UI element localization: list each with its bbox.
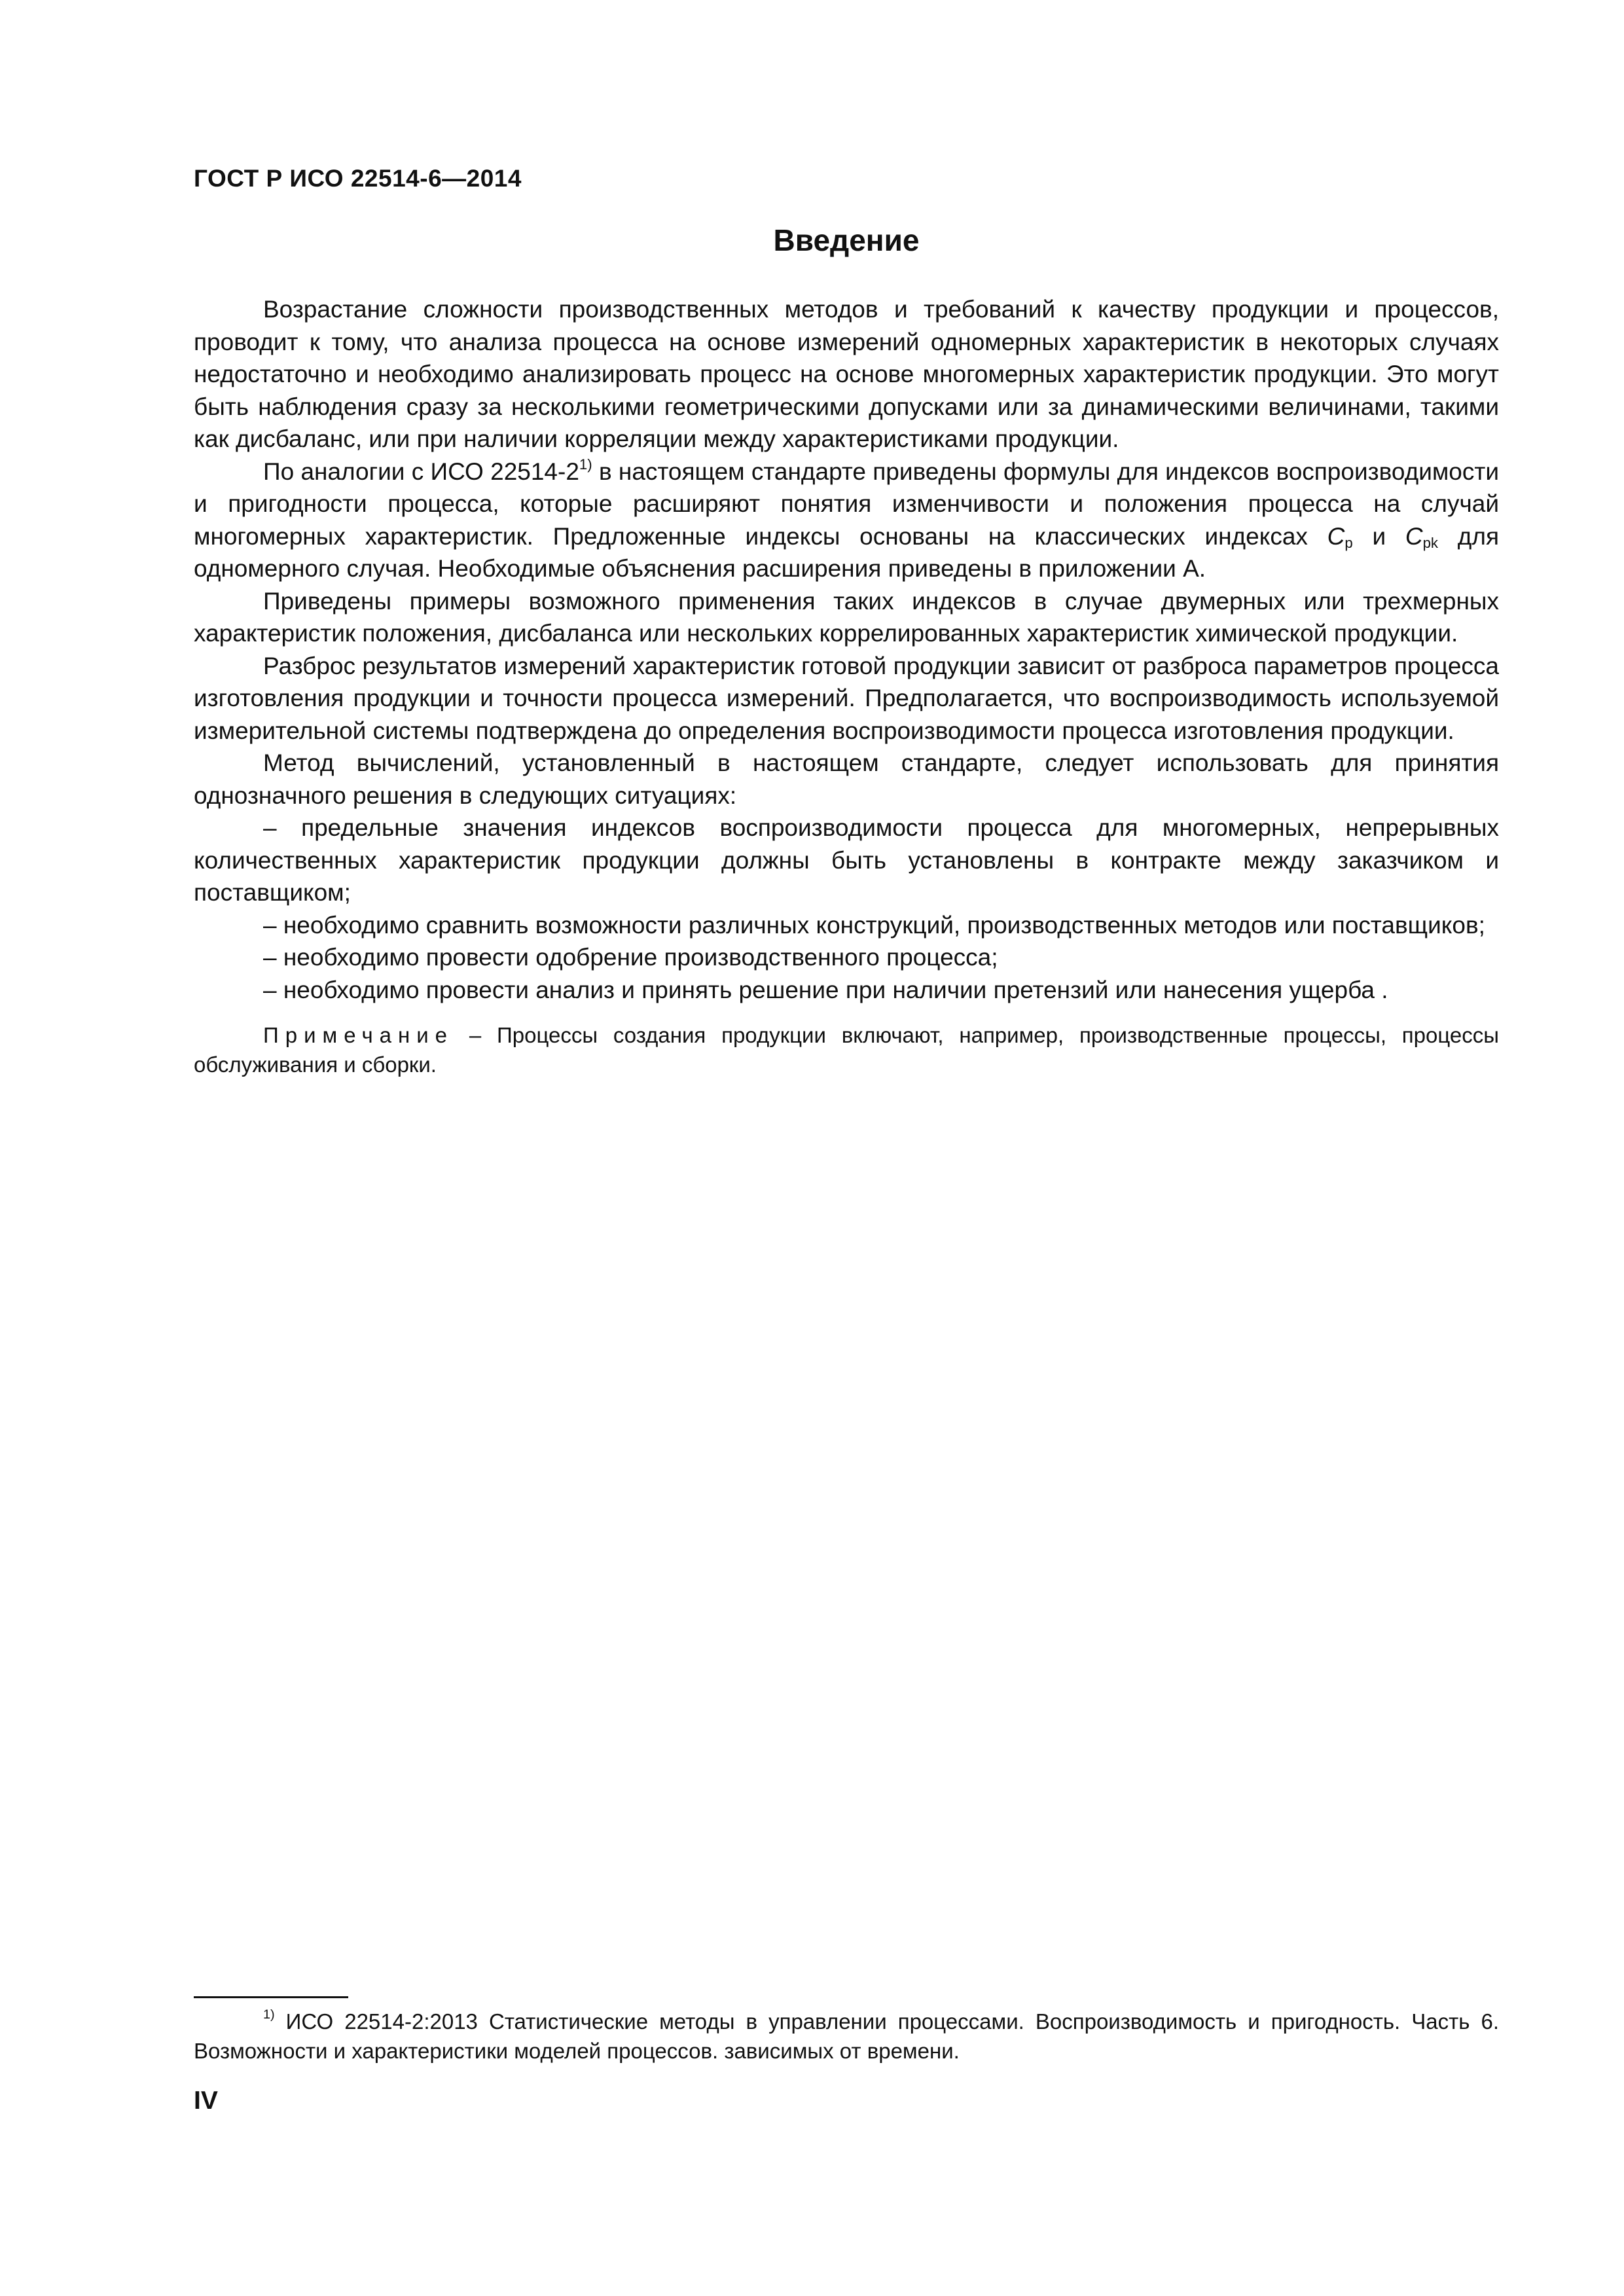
paragraph-4: Разброс результатов измерений характеристик готовой продукции зависит от разброса параметров процесса изготовления продукции и точности процесса измерений. Предполагается, что воспроизводимость используемой измерительной системы подтверждена до определения воспроизводимости процесса изготовления продукции. <box>194 652 1499 744</box>
footnote <box>194 2007 1499 2066</box>
note <box>194 1020 1499 1079</box>
paragraph-2-text-b: в настоящем стандарте приведены формулы для индексов воспроизводимости и пригодности процесса, которые расширяют понятия изменчивости и положения процесса на случай многомерных характеристик. Предложенные индексы основаны на классических индексах <box>194 457 1499 550</box>
document-body <box>194 293 1499 1079</box>
list-item: – предельные значения индексов воспроизводимости процесса для многомерных, непрерывных количественных характеристик продукции должны быть установлены в контракте между заказчиком и поставщиком; <box>194 814 1499 906</box>
paragraph-1: Возрастание сложности производственных методов и требований к качеству продукции и процессов, проводит к тому, что анализа процесса на основе измерений одномерных характеристик в некоторых случаях недостаточно и необходимо анализировать процесс на основе многомерных характеристик продукции. Это могут быть наблюдения сразу за несколькими геометрическими допусками или за динамическими величинами, такими как дисбаланс, или при наличии корреляции между характеристиками продукции. <box>194 296 1499 452</box>
page-number: IV <box>194 2087 218 2115</box>
footnote-reference[interactable]: 1) <box>579 456 592 473</box>
section-title: Введение <box>773 223 920 257</box>
paragraph-3: Приведены примеры возможного применения таких индексов в случае двумерных или трехмерных характеристик положения, дисбаланса или нескольких коррелированных характеристик химической продукции. <box>194 587 1499 647</box>
footnote-text: ИСО 22514-2:2013 Статистические методы в управлении процессами. Воспроизводимость и пригодность. Часть 6. Возможности и характеристики моделей процессов. зависимых от времени. <box>194 2009 1499 2063</box>
paragraph-5: Метод вычислений, установленный в настоящем стандарте, следует использовать для принятия однозначного решения в следующих ситуациях: <box>194 749 1499 809</box>
cp-subscript: p <box>1344 534 1353 551</box>
cpk-symbol: C <box>1405 522 1423 550</box>
list-item: – необходимо провести одобрение производственного процесса; <box>263 944 998 971</box>
paragraph-2-text-a: По аналогии с ИСО 22514-2 <box>263 457 579 485</box>
list-item: – необходимо провести анализ и принять решение при наличии претензий или нанесения ущерба . <box>263 976 1388 1003</box>
list-item: – необходимо сравнить возможности различных конструкций, производственных методов или поставщиков; <box>263 911 1485 939</box>
paragraph-2-and: и <box>1352 522 1405 550</box>
paragraph-2 <box>194 456 1499 585</box>
footnote-marker: 1) <box>263 2007 275 2022</box>
cp-symbol: C <box>1327 522 1345 550</box>
note-label: Примечание <box>263 1023 454 1047</box>
document-header: ГОСТ Р ИСО 22514-6—2014 <box>194 165 522 192</box>
paragraph-2-text-d: для одномерного случая. Необходимые объяснения расширения приведены в приложении А. <box>194 522 1499 582</box>
cpk-subscript: pk <box>1422 534 1439 551</box>
note-text: – Процессы создания продукции включают, например, производственные процессы, процессы обслуживания и сборки. <box>194 1023 1499 1077</box>
footnote-divider <box>194 1996 348 1998</box>
